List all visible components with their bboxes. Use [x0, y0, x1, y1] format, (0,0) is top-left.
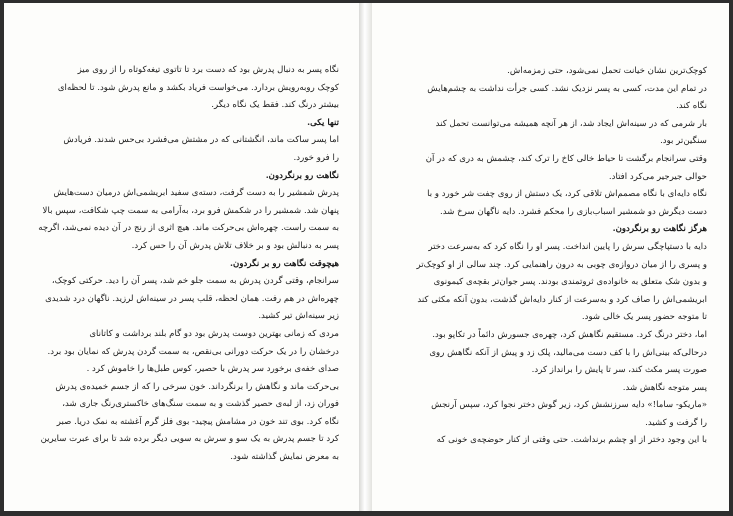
text-line: صدای خفه‌ی برخورد سر پدرش با حصیر، کوس طبل‌ها را خاموش کرد .: [86, 364, 339, 375]
text-line: پسر به دنبالش بود و بر خلاف تلاش پدرش آن را حس کرد.: [131, 240, 339, 251]
text-line: اما پسر ساکت ماند، انگشتانی که در مشتش می‌فشرد بی‌حس شدند. فریادش: [63, 135, 339, 146]
text-line: پسر متوجه نگاهش شد.: [622, 382, 707, 393]
text-line: پنهان شد. شمشیر را در شکمش فرو برد، به‌آرامی به سمت چپ شکافت، سپس بالا: [42, 205, 339, 216]
text-line: نگاه پسر به دنبال پدرش بود که دست برد تا تاتوی تیغه‌کوتاه را از روی میز: [77, 65, 339, 75]
text-line: به معرض نمایش گذاشته شود.: [230, 452, 339, 463]
text-line: فوران زد، از لبه‌ی حصیر گذشت و به سمت سنگ‌های خاکستری‌رنگ جاری شد،: [62, 399, 339, 410]
text-line: و بدون شک متعلق به خانواده‌ی ثروتمندی بودند. پسر جوان‌تر بقچه‌ی کیمونوی: [433, 277, 707, 288]
text-line: سنگین‌تر بود.: [660, 136, 707, 147]
text-line: نگاه کند.: [676, 101, 707, 112]
text-line: بی‌حرکت ماند و نگاهش را برنگرداند. خون سرخی را که از جسم خمیده‌ی پدرش: [55, 381, 339, 392]
text-line: نگاهت رو برنگردون.: [265, 170, 339, 181]
text-line: را فرو خورد.: [293, 152, 339, 163]
text-line: با این وجود دختر از او چشم برنداشت. حتی وقتی از کنار حوضچه‌ی خونی که: [436, 435, 707, 446]
text-line: به سمت راست. چهره‌اش بی‌حرکت ماند. هیچ اثری از رنج در آن دیده نمی‌شد، اگرچه: [38, 223, 339, 234]
text-line: کوچک روبه‌رویش بردارد. می‌خواست فریاد بکشد و مانع پدرش شود. تا لحظه‌ای: [57, 82, 339, 93]
text-line: ابریشمی‌اش را صاف کرد و به‌سرعت از کنار دایه‌اش گذشت، بدون آنکه مکثی کند: [417, 294, 707, 305]
text-line: کوچک‌ترین نشان خیانت تحمل نمی‌شود، حتی زمزمه‌اش.: [507, 66, 707, 76]
text-line: اما، دختر درنگ کرد. مستقیم نگاهش کرد، چهره‌ی جسورش دائماً در تکاپو بود.: [432, 329, 707, 340]
text-line: درحالی‌که بینی‌اش را با کف دست می‌مالید، پلک زد و پیش از آنکه نگاهش روی: [429, 347, 707, 358]
text-line: نگاه کرد. بوی تند خون در مشامش پیچید- بوی فلز گرم آغشته به نمک دریا. صبر: [56, 416, 339, 427]
text-line: نگاه دایه‌ای با نگاه مصمم‌اش تلاقی کرد، یک دستش از روی چفت شر خورد و با: [427, 189, 707, 200]
text-line: درخشان را در یک حرکت دورانی بی‌نقص، به سمت گردن پدرش که نمایان بود برد.: [47, 346, 339, 357]
text-line: سرانجام، وقتی گردن پدرش به سمت جلو خم شد، پسر آن را دید. حرکتی کوچک،: [51, 276, 339, 287]
text-line: کرد تا جسم پدرش به یک سو و سرش به سویی دیگر برده شد تا برای عبرت سایرین: [40, 434, 339, 445]
left-page-text: [18, 62, 339, 467]
text-line: مردی که زمانی بهترین دوست پدرش بود دو گام بلند برداشت و کاتانای: [89, 328, 339, 339]
text-line: هرگز نگاهت رو برنگردون.: [612, 224, 707, 235]
text-line: زیر سینه‌اش تیر کشید.: [258, 311, 339, 322]
text-line: «ماریکو- ساما!» دایه سرزنشش کرد، زیر گوش دختر نجوا کرد، سپس آرنجش: [431, 400, 707, 411]
text-line: تنها یکی.: [307, 117, 339, 128]
text-line: هیچوقت نگاهت رو بر نگردون.: [230, 258, 339, 269]
text-line: بیشتر درنگ کند. فقط یک نگاه دیگر.: [211, 100, 339, 111]
text-line: تا متوجه حضور پسر یک خالی شود.: [581, 312, 707, 323]
right-page-text: [388, 63, 707, 450]
text-line: بار شرمی که در سینه‌اش ایجاد شد، از هر آنچه همیشه می‌توانست تحمل کند: [435, 118, 707, 129]
left-page: [4, 3, 359, 511]
text-line: در تمام این مدت، کسی به پسر نزدیک نشد. کسی جرأت نداشت به چشم‌هایش: [427, 83, 707, 94]
text-line: دایه با دستپاچگی سرش را پایین انداخت. پسر او را نگاه کرد که به‌سرعت دختر: [428, 241, 707, 252]
text-line: را گرفت و کشید.: [645, 417, 707, 428]
text-line: دست دیگرش دو شمشیر اسباب‌بازی را محکم فشرد. دایه ناگهان سرخ شد.: [439, 206, 707, 217]
text-line: چهره‌اش در هم رفت. همان لحظه، قلب پسر در سینه‌اش لرزید. ناگهان درد شدیدی: [45, 293, 339, 304]
text-line: وقتی سرانجام برگشت تا حیاط خالی کاخ را ترک کند، چشمش به دری که در آن: [425, 153, 707, 164]
right-page: [372, 3, 729, 511]
book-gutter: [359, 3, 372, 511]
text-line: پدرش شمشیر را به دست گرفت، دسته‌ی سفید ابریشمی‌اش درمیان دست‌هایش: [53, 188, 339, 199]
text-line: صورت پسر مکث کند، سر تا پایش را برانداز کرد.: [531, 365, 707, 376]
text-line: و پسری را از میان دروازه‌ی چوبی به درون راهنمایی کرد. چند سالی از او کوچک‌تر: [416, 259, 707, 270]
text-line: حوالی جیرجیر می‌کرد افتاد.: [608, 171, 707, 182]
